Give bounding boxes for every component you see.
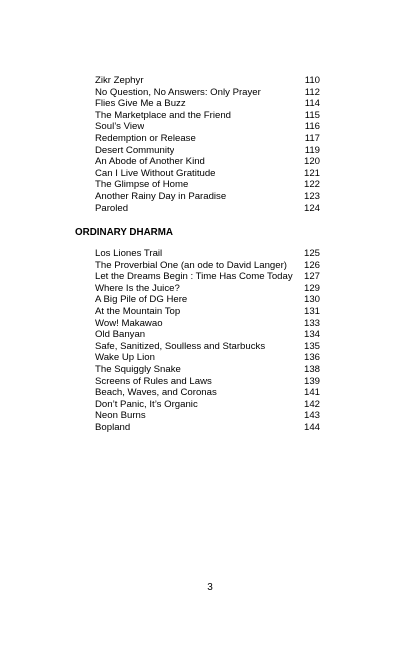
section-heading: ORDINARY DHARMA: [75, 227, 173, 238]
toc-entry-page: 123: [303, 190, 320, 202]
toc-entry-title: Paroled: [95, 202, 129, 214]
toc-entry-page: 117: [304, 132, 320, 144]
toc-entry-page: 136: [303, 352, 320, 364]
toc-entry: [95, 168, 320, 180]
toc-entry-page: 120: [303, 156, 320, 168]
toc-entry-page: 133: [303, 317, 320, 329]
toc-entry-page: 115: [304, 109, 320, 121]
toc-entry-title: Let the Dreams Begin : Time Has Come Today: [95, 271, 293, 283]
toc-entry-title: Redemption or Release: [95, 132, 196, 144]
toc-entry-page: 130: [303, 294, 320, 306]
toc-entry: [95, 283, 320, 295]
toc-entry: [95, 87, 320, 99]
toc-entry-title: An Abode of Another Kind: [95, 156, 205, 168]
toc-entry-title: No Question, No Answers: Only Prayer: [95, 86, 261, 98]
toc-entry-title: Safe, Sanitized, Soulless and Starbucks: [95, 340, 266, 352]
toc-entry-page: 139: [303, 375, 320, 387]
toc-entry: [95, 329, 320, 341]
toc-entry: [95, 306, 320, 318]
toc-entry-title: A Big Pile of DG Here: [95, 294, 188, 306]
toc-entry-page: 116: [304, 121, 320, 133]
toc-entry-page: 119: [304, 144, 320, 156]
toc-entry: [95, 318, 320, 330]
page-number: 3: [207, 582, 213, 593]
toc-entry: [95, 156, 320, 168]
toc-entry-page: 131: [303, 305, 320, 317]
toc-entry-title: Zikr Zephyr: [95, 75, 144, 86]
toc-entry-title: Wow! Makawao: [95, 317, 163, 329]
toc-entry-title: Wake Up Lion: [95, 352, 155, 364]
toc-entry-title: Where Is the Juice?: [95, 282, 180, 294]
toc-entry: [95, 248, 320, 260]
toc-entry: [95, 271, 320, 283]
toc-entry-title: The Marketplace and the Friend: [95, 109, 231, 121]
toc-entry: [95, 145, 320, 157]
toc-entry-title: Don’t Panic, It’s Organic: [95, 398, 198, 410]
toc-entry-title: Soul’s View: [95, 121, 145, 133]
toc-entry-title: Another Rainy Day in Paradise: [95, 190, 227, 202]
toc-entry-page: 142: [303, 398, 320, 410]
toc-entry-title: Old Banyan: [95, 329, 146, 341]
toc-entry: [95, 191, 320, 203]
toc-entry-page: 141: [303, 387, 320, 399]
toc-entry-title: Beach, Waves, and Coronas: [95, 387, 217, 399]
toc-entry-page: 124: [303, 202, 320, 214]
toc-entry: [95, 410, 320, 422]
toc-entry-title: The Glimpse of Home: [95, 179, 189, 191]
toc-list-part1: [95, 75, 320, 214]
toc-entry-page: 134: [303, 329, 320, 341]
toc-entry-title: Bopland: [95, 421, 131, 433]
toc-entry: [95, 387, 320, 399]
toc-entry-title: Los Liones Trail: [95, 248, 163, 259]
toc-entry-page: 114: [304, 98, 320, 110]
toc-entry-page: 125: [303, 248, 320, 259]
toc-entry: [95, 133, 320, 145]
toc-entry-page: 143: [303, 410, 320, 422]
toc-entry-page: 126: [303, 259, 320, 271]
toc-entry-page: 127: [303, 271, 320, 283]
toc-entry: [95, 399, 320, 411]
toc-entry-page: 110: [304, 75, 320, 86]
toc-entry-title: The Squiggly Snake: [95, 363, 181, 375]
toc-entry-title: The Proverbial One (an ode to David Langer): [95, 259, 287, 271]
toc-entry-title: Desert Community: [95, 144, 175, 156]
toc-entry: [95, 110, 320, 122]
toc-entry-page: 135: [303, 340, 320, 352]
toc-entry-page: 112: [304, 86, 320, 98]
toc-entry: [95, 352, 320, 364]
toc-entry: [95, 376, 320, 388]
toc-entry-title: Screens of Rules and Laws: [95, 375, 212, 387]
toc-entry: [95, 260, 320, 272]
toc-entry-page: 138: [303, 363, 320, 375]
toc-entry: [95, 203, 320, 215]
toc-entry-title: Flies Give Me a Buzz: [95, 98, 186, 110]
toc-entry-page: 121: [303, 167, 320, 179]
toc-entry: [95, 121, 320, 133]
toc-entry: [95, 341, 320, 353]
toc-entry-title: At the Mountain Top: [95, 305, 181, 317]
toc-entry: [95, 364, 320, 376]
toc-entry: [95, 75, 320, 87]
toc-entry-page: 122: [303, 179, 320, 191]
toc-entry-title: Neon Burns: [95, 410, 146, 422]
toc-entry-page: 129: [303, 282, 320, 294]
toc-entry: [95, 294, 320, 306]
toc-entry-page: 144: [303, 421, 320, 433]
toc-entry: [95, 98, 320, 110]
toc-entry: [95, 179, 320, 191]
toc-entry: [95, 422, 320, 434]
toc-entry-title: Can I Live Without Gratitude: [95, 167, 216, 179]
toc-list-part2: [95, 248, 320, 434]
